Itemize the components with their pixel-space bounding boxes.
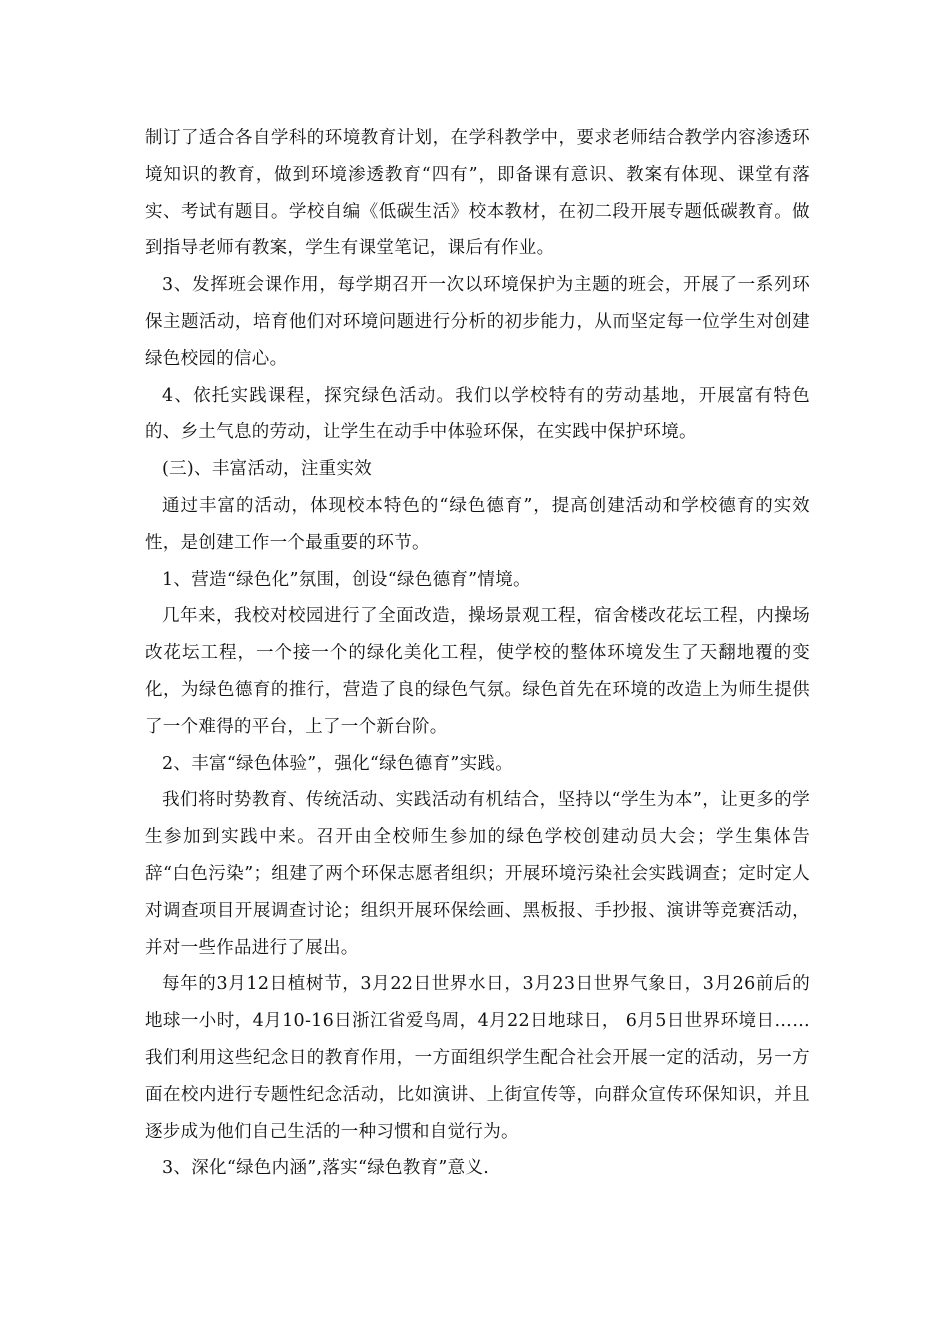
subheading-green-atmosphere: 1、营造“绿色化”氛围，创设“绿色德育”情境。 (162, 569, 531, 590)
paragraph-environment-plan: 制订了适合各自学科的环境教育计划，在学科教学中，要求老师结合教学内容渗透环境知识的教育，做到环境渗透教育“四有”，即备课有意识、教案有体现、课堂有落实、考试有题目。学校自编《低碳生活》校本教材，在初二段开展专题低碳教育。做到指导老师有教案，学生有课堂笔记，课后有作业。 (145, 128, 810, 259)
document-body (145, 120, 810, 1187)
paragraph-practice-activities: 我们将时势教育、传统活动、实践活动有机结合，坚持以“学生为本”，让更多的学生参加到实践中来。召开由全校师生参加的绿色学校创建动员大会；学生集体告辞“白色污染”；组建了两个环保志愿者组织；开展环境污染社会实践调查；定时定人对调查项目开展调查讨论；组织开展环保绘画、黑板报、手抄报、演讲等竞赛活动，并对一些作品进行了展出。 (145, 790, 810, 958)
paragraph-class-meeting: 3、发挥班会课作用，每学期召开一次以环境保护为主题的班会，开展了一系列环保主题活动，培育他们对环境问题进行分析的初步能力，从而坚定每一位学生对创建绿色校园的信心。 (145, 275, 810, 369)
paragraph-campus-renovation: 几年来，我校对校园进行了全面改造，操场景观工程，宿舍楼改花坛工程，内操场改花坛工程，一个接一个的绿化美化工程，使学校的整体环境发生了天翻地覆的变化，为绿色德育的推行，营造了良的绿色气氛。绿色首先在环境的改造上为师生提供了一个难得的平台，上了一个新台阶。 (145, 606, 810, 737)
paragraph-practice-course: 4、依托实践课程，探究绿色活动。我们以学校特有的劳动基地，开展富有特色的、乡土气息的劳动，让学生在动手中体验环保，在实践中保护环境。 (145, 385, 810, 443)
paragraph-green-moral-education: 通过丰富的活动，体现校本特色的“绿色德育”，提高创建活动和学校德育的实效性，是创建工作一个最重要的环节。 (145, 495, 810, 553)
paragraph-commemoration-days: 每年的3月12日植树节，3月22日世界水日，3月23日世界气象日，3月26前后的地球一小时，4月10-16日浙江省爱鸟周，4月22日地球日， 6月5日世界环境日……我们利用这些纪念日的教育作用，一方面组织学生配合社会开展一定的活动，另一方面在校内进行专题性纪念活动，比如演讲、上街宣传等，向群众宣传环保知识，并且逐步成为他们自己生活的一种习惯和自觉行为。 (145, 974, 810, 1142)
subheading-green-experience: 2、丰富“绿色体验”，强化“绿色德育”实践。 (162, 753, 514, 774)
section-heading-activities: (三)、丰富活动，注重实效 (162, 459, 373, 480)
subheading-green-connotation: 3、深化“绿色内涵”,落实“绿色教育”意义. (162, 1158, 490, 1179)
